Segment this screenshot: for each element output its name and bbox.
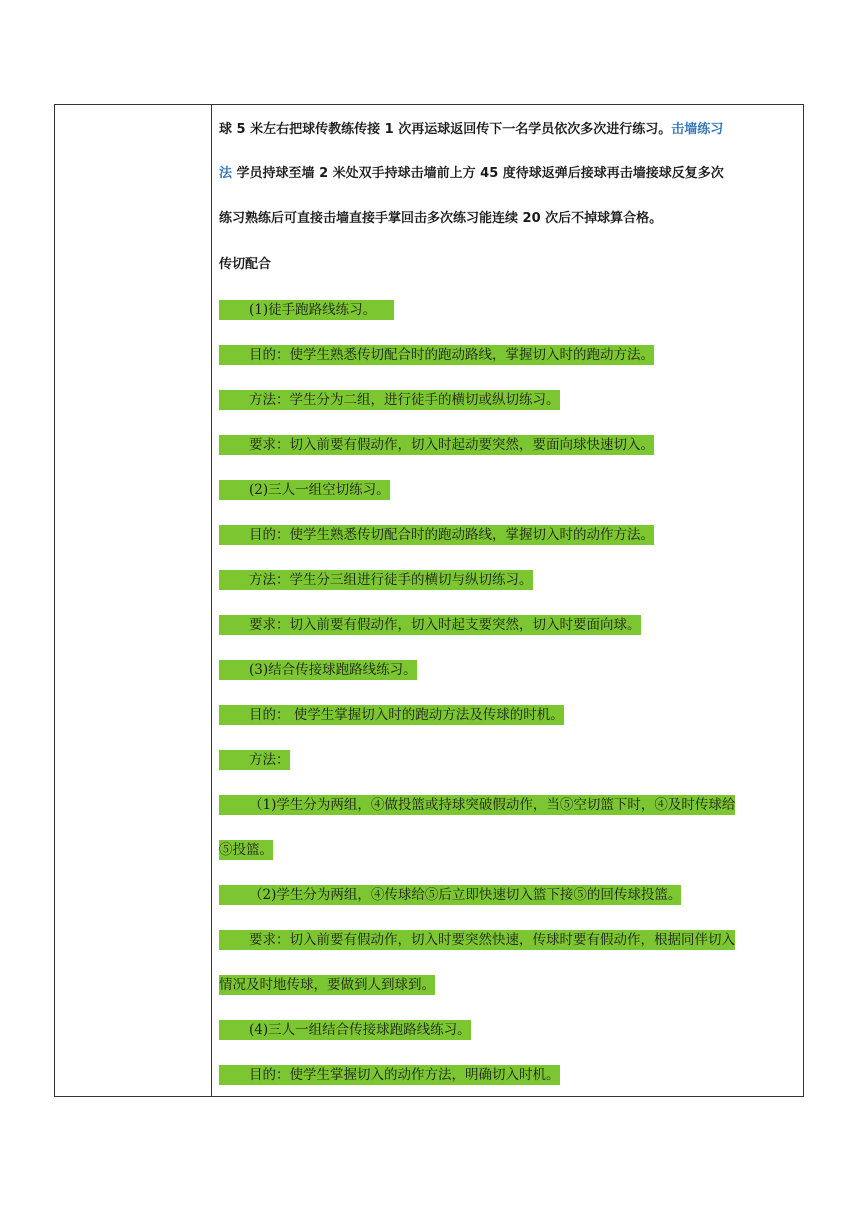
list-item: 目的： 使学生掌握切入时的跑动方法及传球的时机。 xyxy=(219,704,564,726)
list-item: 要求：切入前要有假动作，切入时起支要突然，切入时要面向球。 xyxy=(219,614,641,636)
list-item: 方法： xyxy=(219,749,290,771)
list-item: 目的：使学生掌握切入的动作方法，明确切入时机。 xyxy=(219,1064,560,1086)
list-item: 要求：切入前要有假动作，切入时要突然快速，传球时要有假动作，根据同伴切入 xyxy=(219,929,735,951)
list-item: ⑤投篮。 xyxy=(219,842,273,858)
list-item: 方法：学生分为二组，进行徒手的横切或纵切练习。 xyxy=(219,389,560,411)
list-item: (2)三人一组空切练习。 xyxy=(219,479,390,501)
paragraph-text: 学员持球至墙 2 米处双手持球击墙前上方 45 度待球返弹后接球再击墙接球反复多次 xyxy=(232,166,724,181)
list-item: 方法：学生分三组进行徒手的横切与纵切练习。 xyxy=(219,569,533,591)
paragraph-line xyxy=(219,208,662,230)
list-item: 情况及时地传球，要做到人到球到。 xyxy=(219,977,435,993)
section-heading: 传切配合 xyxy=(219,257,272,272)
list-item: 目的：使学生熟悉传切配合时的跑动路线，掌握切入时的跑动方法。 xyxy=(219,344,654,366)
list-item: 要求：切入前要有假动作，切入时起动要突然，要面向球快速切入。 xyxy=(219,434,654,456)
section-link: 击墙练习 xyxy=(671,122,724,137)
content-table xyxy=(54,104,804,1097)
list-item: (4)三人一组结合传接球跑路线练习。 xyxy=(219,1019,471,1041)
paragraph-line xyxy=(219,163,724,185)
list-item: （2)学生分为两组，④传球给⑤后立即快速切入篮下接⑤的回传球投篮。 xyxy=(219,884,681,906)
table-column-divider xyxy=(211,105,212,1096)
list-item: 目的：使学生熟悉传切配合时的跑动路线，掌握切入时的动作方法。 xyxy=(219,524,654,546)
table-right-cell xyxy=(219,105,801,1096)
paragraph-text: 练习熟练后可直接击墙直接手掌回击多次练习能连续 20 次后不掉球算合格。 xyxy=(219,211,663,226)
section-link: 法 xyxy=(219,166,233,181)
table-left-cell xyxy=(55,105,211,1096)
paragraph-line xyxy=(219,119,723,141)
list-item: (1)徒手跑路线练习。 xyxy=(219,299,394,321)
list-item: (3)结合传接球跑路线练习。 xyxy=(219,659,417,681)
paragraph-text: 球 5 米左右把球传教练传接 1 次再运球返回传下一名学员依次多次进行练习。 xyxy=(219,122,672,137)
list-item: （1)学生分为两组，④做投篮或持球突破假动作，当⑤空切篮下时，④及时传球给 xyxy=(219,794,735,816)
